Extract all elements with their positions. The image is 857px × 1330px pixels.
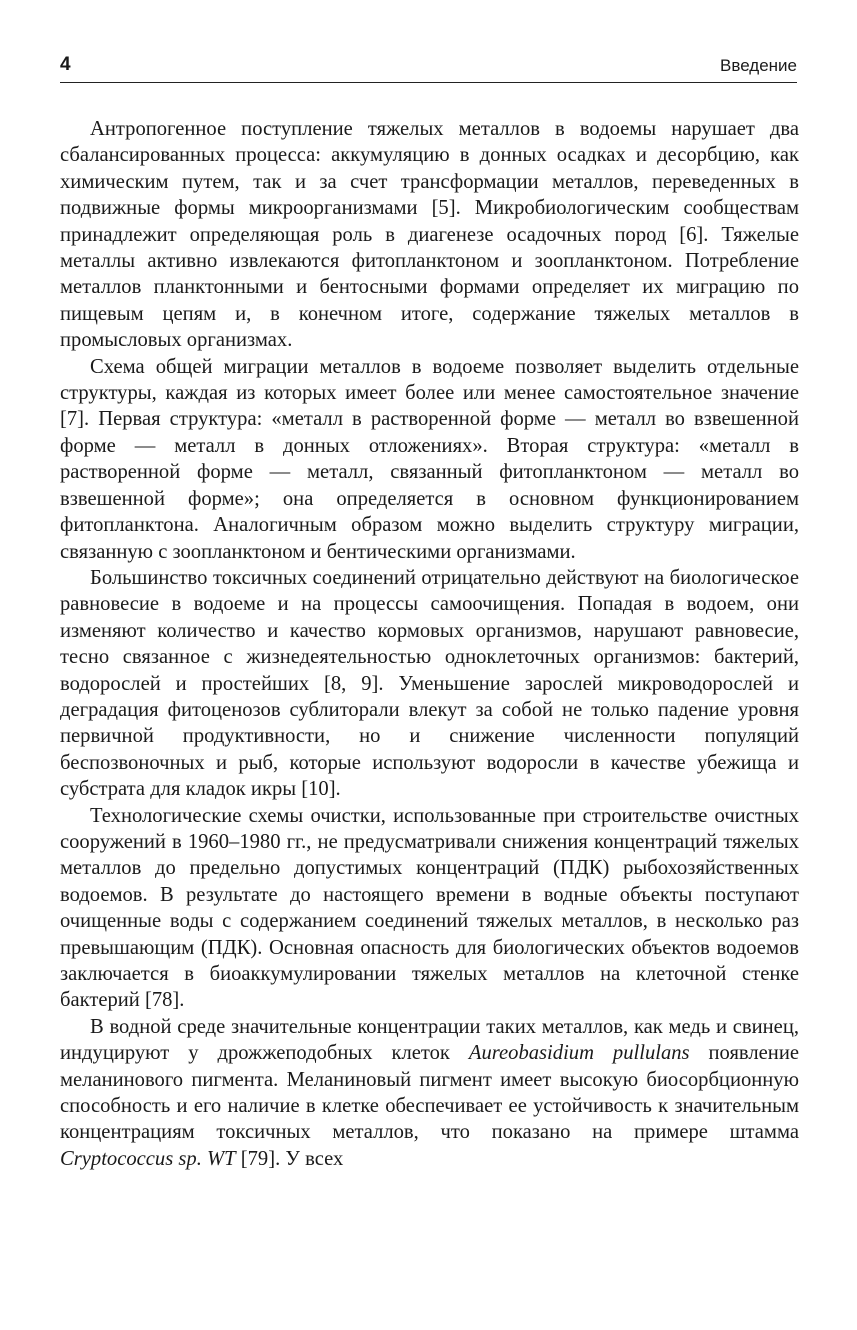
body-text — [60, 116, 799, 1172]
paragraph — [60, 803, 799, 1014]
paragraph-text: Антропогенное поступление тяжелых металлов в водоемы нарушает два сбалансированных процесса: аккумуляцию в донных осадках и десорбцию, как химическим путем, так и за счет трансформации металлов, переведенных в подвижные формы микроорганизмами [5]. Микробиологическим сообществам принадлежит определяющая роль в диагенезе осадочных пород [6]. Тяжелые металлы активно извлекаются фитопланктоном и зоопланктоном. Потребление металлов планктонными и бентосными формами определяет их миграцию по пищевым цепям и, в конечном итоге, содержание тяжелых металлов в промысловых организмах. — [60, 118, 799, 352]
paragraph — [60, 116, 799, 354]
paragraph-text: появление меланинового пигмента. Меланиновый пигмент имеет высокую биосорбционную способность и его наличие в клетке обеспечивает ее устойчивость к значительным концентрациям токсичных металлов, что показано на примере штамма — [60, 1042, 799, 1144]
paragraph — [60, 565, 799, 803]
paragraph-text: В водной среде значительные концентрации таких металлов, как медь и свинец, индуцируют у дрожжеподобных клеток — [60, 1015, 799, 1065]
paragraph-text: [79]. У всех — [235, 1147, 344, 1170]
paragraph-text: Технологические схемы очистки, использованные при строительстве очистных сооружений в 1960–1980 гг., не предусматривали снижения концентраций тяжелых металлов до предельно допустимых концентраций (ПДК) рыбохозяйственных водоемов. В результате до настоящего времени в водные объекты поступают очищенные воды с содержанием соединений тяжелых металлов, в несколько раз превышающим (ПДК). Основная опасность для биологических объектов водоемов заключается в биоаккумулировании тяжелых металлов на клеточной стенке бактерий [78]. — [60, 804, 799, 1012]
paragraph-text: Схема общей миграции металлов в водоеме позволяет выделить отдельные структуры, каждая из которых имеет более или менее самостоятельное значение [7]. Первая структура: «металл в растворенной форме — металл во взвешенной форме — металл в донных отложениях». Вторая структура: «металл в растворенной форме — металл, связанный фитопланктоном — металл во взвешенной форме»; она определяется в основном функционированием фитопланктона. Аналогичным образом можно выделить структуру миграции, связанную с зоопланктоном и бентическими организмами. — [60, 355, 799, 563]
paragraph-text: Большинство токсичных соединений отрицательно действуют на биологическое равновесие в водоеме и на процессы самоочищения. Попадая в водоем, они изменяют количество и качество кормовых организмов, нарушают равновесие, тесно связанное с жизнедеятельностью одноклеточных организмов: бактерий, водорослей и простейших [8, 9]. Уменьшение зарослей микроводорослей и деградация фитоценозов сублиторали влекут за собой не только падение уровня первичной продуктивности, но и снижение численности популяций беспозвоночных и рыб, которые используют водоросли в качестве убежища и субстрата для кладок икры [10]. — [60, 566, 799, 801]
page-header — [60, 52, 797, 83]
species-name-italic: Aureobasidium pullulans — [468, 1042, 690, 1065]
paragraph — [60, 354, 799, 565]
page-number: 4 — [60, 54, 71, 75]
strain-name-italic: Cryptococcus sp. WT — [60, 1147, 236, 1170]
running-head: Введение — [720, 56, 797, 75]
paragraph — [60, 1014, 799, 1172]
